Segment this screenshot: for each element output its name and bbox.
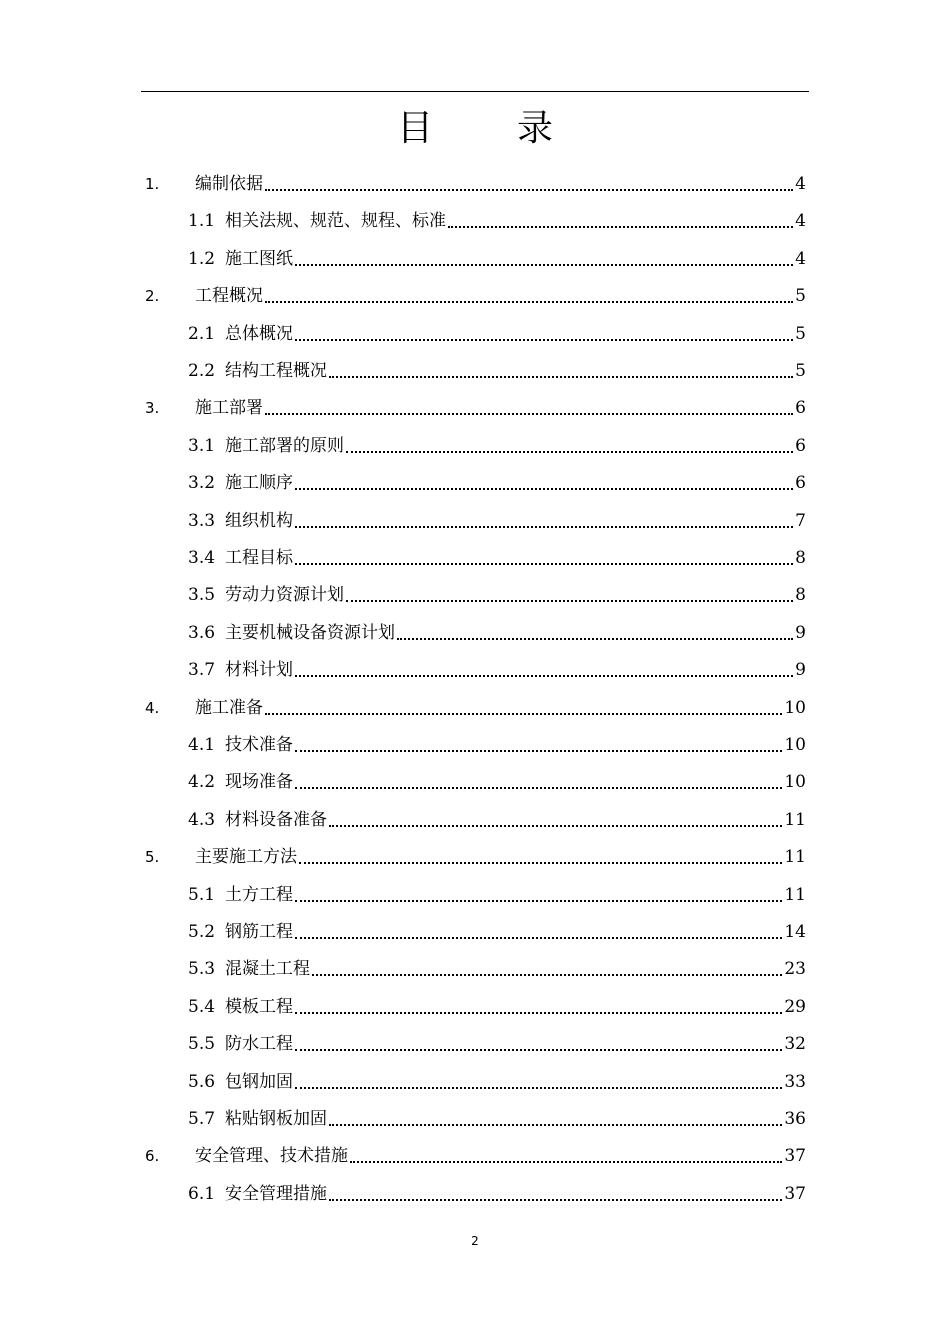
toc-entry-title: 结构工程概况 — [225, 361, 328, 381]
toc-entry-level2[interactable] — [188, 469, 806, 493]
toc-leader-dots — [448, 226, 793, 228]
toc-entry-page: 6 — [795, 398, 806, 419]
toc-entry-page: 7 — [795, 510, 806, 531]
toc-leader-dots — [397, 638, 793, 640]
toc-leader-dots — [295, 1087, 782, 1089]
toc-entry-level1[interactable] — [145, 694, 806, 718]
toc-entry-title: 材料设备准备 — [225, 809, 328, 830]
toc-entry-level2[interactable] — [188, 656, 806, 680]
toc-entry-number: 5.5 — [188, 1034, 216, 1055]
toc-entry-number: 3.6 — [188, 622, 216, 643]
toc-entry-page: 11 — [784, 884, 806, 905]
toc-entry-title: 钢筋工程 — [225, 922, 294, 942]
toc-leader-dots — [295, 787, 782, 789]
toc-entry-page: 36 — [784, 1109, 806, 1129]
toc-entry-page: 29 — [784, 996, 806, 1017]
toc-entry-title: 工程概况 — [195, 286, 263, 307]
toc-entry-level2[interactable] — [188, 806, 806, 830]
toc-entry-number: 5.1 — [188, 884, 216, 905]
toc-entry-level2[interactable] — [188, 731, 806, 755]
toc-leader-dots — [350, 1161, 782, 1163]
toc-entry-page: 37 — [784, 1183, 806, 1204]
toc-entry-page: 5 — [795, 323, 806, 344]
toc-entry-number: 5.6 — [188, 1071, 216, 1092]
toc-entry-number: 6.1 — [188, 1183, 216, 1204]
toc-entry-page: 4 — [795, 248, 806, 269]
toc-entry-title: 安全管理措施 — [225, 1183, 328, 1204]
toc-entry-level2[interactable] — [188, 881, 806, 905]
toc-entry-page: 9 — [795, 622, 806, 643]
toc-entry-title: 主要施工方法 — [195, 847, 297, 868]
toc-entry-title: 劳动力资源计划 — [225, 585, 345, 606]
toc-entry-level2[interactable] — [188, 918, 806, 942]
toc-entry-title: 主要机械设备资源计划 — [225, 622, 396, 643]
page-number: 2 — [471, 1234, 479, 1248]
toc-entry-level2[interactable] — [188, 581, 806, 605]
toc-leader-dots — [295, 900, 782, 902]
toc-entry-number: 5.3 — [188, 959, 216, 980]
toc-entry-title: 编制依据 — [195, 174, 263, 194]
toc-leader-dots — [295, 563, 793, 565]
toc-leader-dots — [265, 413, 793, 415]
toc-entry-level2[interactable] — [188, 1105, 806, 1129]
toc-entry-title: 安全管理、技术措施 — [195, 1146, 348, 1167]
toc-entry-number: 4.3 — [188, 809, 216, 830]
toc-entry-number: 5. — [145, 848, 160, 867]
toc-title-char-2: 录 — [517, 108, 554, 149]
toc-leader-dots — [329, 825, 782, 827]
toc-entry-number: 3.7 — [188, 660, 216, 681]
toc-entry-level1[interactable] — [145, 394, 806, 418]
toc-entry-level2[interactable] — [188, 245, 806, 269]
toc-entry-number: 2. — [145, 287, 160, 306]
toc-entry-title: 施工图纸 — [225, 248, 294, 269]
header-rule — [141, 91, 809, 92]
toc-entry-page: 6 — [795, 435, 806, 456]
toc-entry-title: 组织机构 — [225, 510, 294, 531]
toc-entry-level2[interactable] — [188, 1068, 806, 1092]
toc-entry-title: 现场准备 — [225, 772, 294, 793]
toc-leader-dots — [295, 937, 782, 939]
toc-entry-title: 施工顺序 — [225, 473, 294, 494]
toc-entry-level2[interactable] — [188, 357, 806, 381]
toc-entry-title: 工程目标 — [225, 548, 294, 568]
toc-entry-level2[interactable] — [188, 619, 806, 643]
toc-entry-level2[interactable] — [188, 320, 806, 344]
toc-entry-title: 施工准备 — [195, 697, 263, 718]
toc-entry-number: 1.2 — [188, 248, 216, 269]
toc-leader-dots — [329, 1199, 782, 1201]
toc-entry-number: 3. — [145, 399, 160, 418]
toc-entry-level1[interactable] — [145, 843, 806, 867]
toc-entry-number: 1. — [145, 175, 160, 193]
toc-entry-number: 1.1 — [188, 211, 216, 232]
toc-entry-level2[interactable] — [188, 544, 806, 568]
toc-entry-page: 8 — [795, 585, 806, 606]
toc-entry-page: 11 — [784, 847, 806, 868]
toc-entry-level2[interactable] — [188, 1180, 806, 1204]
toc-leader-dots — [346, 600, 793, 602]
toc-entry-level2[interactable] — [188, 432, 806, 456]
toc-entry-title: 相关法规、规范、规程、标准 — [225, 211, 447, 232]
toc-entry-title: 模板工程 — [225, 996, 294, 1017]
toc-entry-page: 10 — [784, 772, 806, 793]
toc-entry-number: 5.2 — [188, 922, 216, 942]
toc-leader-dots — [265, 301, 793, 303]
toc-entry-level2[interactable] — [188, 768, 806, 792]
toc-entry-title: 防水工程 — [225, 1034, 294, 1055]
toc-entry-number: 2.1 — [188, 323, 216, 344]
toc-entry-level2[interactable] — [188, 507, 806, 531]
toc-entry-page: 32 — [784, 1034, 806, 1055]
toc-entry-page: 11 — [784, 809, 806, 830]
toc-entry-level1[interactable] — [145, 1142, 806, 1166]
toc-leader-dots — [329, 376, 793, 378]
toc-leader-dots — [299, 862, 782, 864]
toc-entry-title: 材料计划 — [225, 660, 294, 681]
toc-leader-dots — [295, 488, 793, 490]
toc-entry-number: 4. — [145, 698, 160, 717]
toc-leader-dots — [265, 713, 782, 715]
toc-entry-number: 5.4 — [188, 996, 216, 1017]
toc-entry-title: 混凝土工程 — [225, 959, 311, 980]
toc-entry-level2[interactable] — [188, 207, 806, 231]
toc-leader-dots — [295, 339, 793, 341]
toc-entry-level2[interactable] — [188, 1030, 806, 1054]
toc-entry-title: 施工部署 — [195, 398, 263, 419]
toc-entry-level2[interactable] — [188, 993, 806, 1017]
toc-entry-title: 土方工程 — [225, 884, 294, 905]
toc-leader-dots — [265, 189, 793, 191]
toc-leader-dots — [329, 1124, 782, 1126]
toc-entry-title: 粘贴钢板加固 — [225, 1109, 328, 1129]
toc-leader-dots — [295, 1049, 782, 1051]
toc-entry-number: 3.3 — [188, 510, 216, 531]
toc-entry-page: 5 — [795, 286, 806, 307]
toc-entry-page: 5 — [795, 361, 806, 381]
toc-entry-page: 9 — [795, 660, 806, 681]
toc-entry-number: 3.1 — [188, 435, 216, 456]
toc-entry-page: 14 — [784, 922, 806, 942]
toc-entry-page: 6 — [795, 473, 806, 494]
toc-entry-page: 10 — [784, 735, 806, 755]
toc-entry-page: 23 — [784, 959, 806, 980]
toc-title — [0, 100, 950, 151]
toc-entry-number: 2.2 — [188, 361, 216, 381]
toc-leader-dots — [295, 264, 793, 266]
toc-entry-number: 6. — [145, 1147, 160, 1166]
toc-entry-number: 3.2 — [188, 473, 216, 494]
toc-leader-dots — [346, 451, 793, 453]
toc-entry-number: 4.1 — [188, 735, 216, 755]
toc-entry-number: 4.2 — [188, 772, 216, 793]
toc-entry-number: 3.5 — [188, 585, 216, 606]
toc-leader-dots — [295, 1012, 782, 1014]
toc-entry-title: 施工部署的原则 — [225, 435, 345, 456]
toc-leader-dots — [295, 675, 793, 677]
toc-entry-page: 33 — [784, 1071, 806, 1092]
toc-entry-title: 技术准备 — [225, 735, 294, 755]
toc-leader-dots — [312, 974, 782, 976]
toc-leader-dots — [295, 526, 793, 528]
toc-entry-page: 37 — [784, 1146, 806, 1167]
toc-entry-page: 4 — [795, 174, 806, 194]
toc-entry-level1[interactable] — [145, 170, 806, 194]
toc-entry-page: 8 — [795, 548, 806, 568]
toc-entry-level2[interactable] — [188, 955, 806, 979]
toc-leader-dots — [295, 750, 782, 752]
toc-entry-page: 4 — [795, 211, 806, 232]
toc-entry-number: 3.4 — [188, 548, 216, 568]
toc-entry-title: 包钢加固 — [225, 1071, 294, 1092]
toc-entry-title: 总体概况 — [225, 323, 294, 344]
toc-entry-page: 10 — [784, 697, 806, 718]
toc-title-char-1: 目 — [396, 108, 433, 149]
toc-entry-number: 5.7 — [188, 1109, 216, 1129]
toc-entry-level1[interactable] — [145, 282, 806, 306]
